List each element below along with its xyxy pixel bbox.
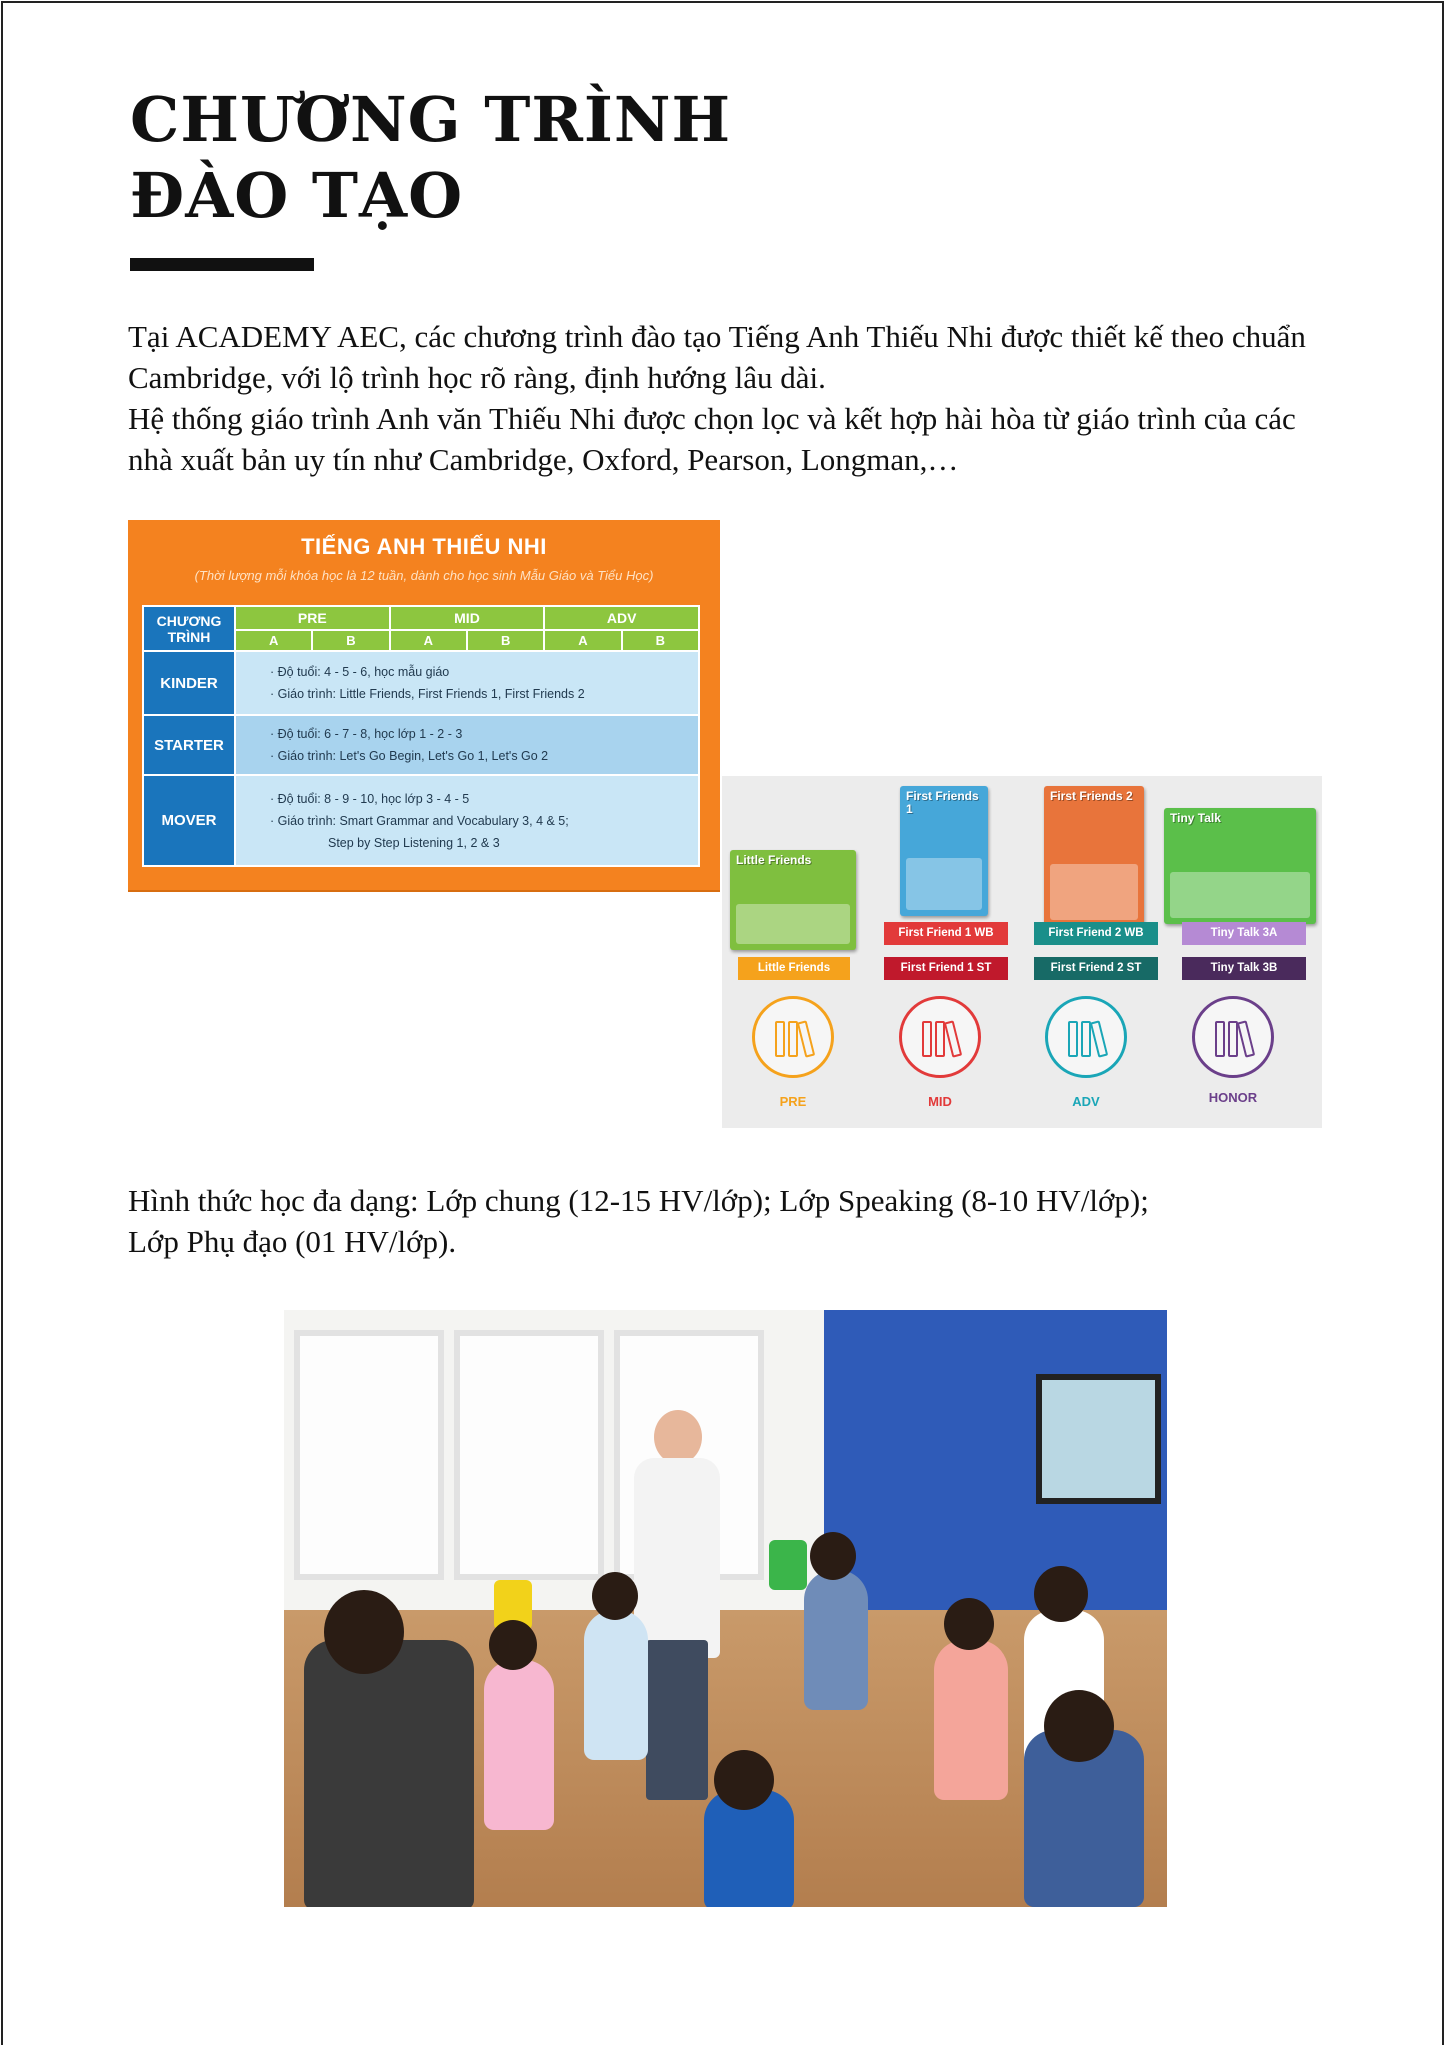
textbooks: · Giáo trình: Smart Grammar and Vocabulary 3, 4 & 5; <box>270 813 569 828</box>
program-details-starter <box>235 715 699 775</box>
sublevel-header: B <box>622 630 699 652</box>
age-range: · Độ tuổi: 8 - 9 - 10, học lớp 3 - 4 - 5 <box>270 791 470 806</box>
books-icon <box>1045 996 1127 1078</box>
books-icon <box>899 996 981 1078</box>
curriculum-title: TIẾNG ANH THIẾU NHI <box>301 534 547 559</box>
program-column-header: CHƯƠNG TRÌNH <box>143 606 235 651</box>
book-title: Little Friends <box>736 853 812 867</box>
book-title: First Friends 1 <box>906 789 979 816</box>
sublevel-header: B <box>467 630 544 652</box>
textbooks: · Giáo trình: Little Friends, First Friends 1, First Friends 2 <box>270 687 585 702</box>
classroom-photo <box>284 1310 1167 1907</box>
book-illustration <box>736 904 850 944</box>
books-icon <box>1192 996 1274 1078</box>
age-range: · Độ tuổi: 6 - 7 - 8, học lớp 1 - 2 - 3 <box>270 727 463 742</box>
photo-chair <box>769 1540 807 1590</box>
program-name-kinder: KINDER <box>143 651 235 715</box>
page-title <box>130 82 731 234</box>
level-header-adv: ADV <box>544 606 699 630</box>
title-underline <box>130 258 314 271</box>
level-label-pre: PRE <box>779 1094 807 1109</box>
book-title: First Friends 2 <box>1050 789 1133 803</box>
sublevel-header: A <box>390 630 467 652</box>
tag-little-friends: Little Friends <box>738 957 850 980</box>
photo-child-head <box>592 1572 638 1620</box>
photo-child <box>484 1660 554 1830</box>
title-line-2: ĐÀO TẠO <box>130 159 464 232</box>
sublevel-header: B <box>312 630 389 652</box>
table-row <box>143 775 699 866</box>
textbooks-panel <box>722 776 1322 1128</box>
curriculum-subtitle: (Thời lượng mỗi khóa học là 12 tuần, dành cho học sinh Mẫu Giáo và Tiểu Học) <box>194 568 654 583</box>
class-formats-line-1: Hình thức học đa dạng: Lớp chung (12-15 HV/lớp); Lớp Speaking (8-10 HV/lớp); <box>128 1183 1149 1218</box>
books-icon <box>752 996 834 1078</box>
book-cover-first-friends-2 <box>1044 786 1144 926</box>
tag-first-friend-1-wb: First Friend 1 WB <box>884 922 1008 945</box>
intro-text <box>128 316 1348 480</box>
photo-window <box>294 1330 444 1580</box>
table-row <box>143 651 699 715</box>
tag-first-friend-2-wb: First Friend 2 WB <box>1034 922 1158 945</box>
program-name-starter: STARTER <box>143 715 235 775</box>
photo-teacher-legs <box>646 1640 708 1800</box>
photo-child-head <box>324 1590 404 1674</box>
textbooks-continued: Step by Step Listening 1, 2 & 3 <box>328 835 500 850</box>
level-label-honor: HONOR <box>1208 1090 1258 1105</box>
class-formats-line-2: Lớp Phụ đạo (01 HV/lớp). <box>128 1224 457 1259</box>
photo-teacher <box>634 1458 720 1658</box>
curriculum-table <box>142 605 700 867</box>
book-cover-first-friends-1 <box>900 786 988 916</box>
sublevel-header: A <box>544 630 621 652</box>
photo-child-head <box>714 1750 774 1810</box>
book-illustration <box>906 858 982 910</box>
level-header-pre: PRE <box>235 606 390 630</box>
table-row <box>143 715 699 775</box>
photo-window <box>454 1330 604 1580</box>
photo-child-head <box>489 1620 537 1670</box>
book-title: Tiny Talk <box>1170 811 1221 825</box>
intro-paragraph-2: Hệ thống giáo trình Anh văn Thiếu Nhi được chọn lọc và kết hợp hài hòa từ giáo trình của các nhà xuất bản uy tín như Cambridge, Oxford, Pearson, Longman,… <box>128 401 1296 477</box>
photo-tv-screen <box>1036 1374 1161 1504</box>
program-details-kinder <box>235 651 699 715</box>
tag-first-friend-2-st: First Friend 2 ST <box>1034 957 1158 980</box>
photo-child <box>304 1640 474 1907</box>
book-cover-little-friends <box>730 850 856 950</box>
textbooks: · Giáo trình: Let's Go Begin, Let's Go 1, Let's Go 2 <box>270 749 549 764</box>
tag-first-friend-1-st: First Friend 1 ST <box>884 957 1008 980</box>
tag-tiny-talk-3a: Tiny Talk 3A <box>1182 922 1306 945</box>
class-formats-text <box>128 1180 1348 1262</box>
title-line-1: CHƯƠNG TRÌNH <box>130 83 732 156</box>
photo-teacher-head <box>654 1410 702 1464</box>
age-range: · Độ tuổi: 4 - 5 - 6, học mẫu giáo <box>270 665 450 680</box>
photo-child <box>584 1610 648 1760</box>
program-name-mover: MOVER <box>143 775 235 866</box>
intro-paragraph-1: Tại ACADEMY AEC, các chương trình đào tạo Tiếng Anh Thiếu Nhi được thiết kế theo chuẩn Cambridge, với lộ trình học rõ ràng, định hướng lâu dài. <box>128 319 1306 395</box>
photo-child-head <box>944 1598 994 1650</box>
photo-child <box>804 1570 868 1710</box>
book-illustration <box>1050 864 1138 920</box>
photo-child-head <box>1034 1566 1088 1622</box>
level-label-mid: MID <box>928 1094 952 1109</box>
photo-child <box>934 1640 1008 1800</box>
level-header-mid: MID <box>390 606 545 630</box>
sublevel-header: A <box>235 630 312 652</box>
photo-child-head <box>810 1532 856 1580</box>
program-details-mover <box>235 775 699 866</box>
level-label-adv: ADV <box>1072 1094 1100 1109</box>
book-cover-tiny-talk <box>1164 808 1316 924</box>
tag-tiny-talk-3b: Tiny Talk 3B <box>1182 957 1306 980</box>
book-illustration <box>1170 872 1310 918</box>
curriculum-table-card <box>128 520 720 892</box>
photo-child-head <box>1044 1690 1114 1762</box>
